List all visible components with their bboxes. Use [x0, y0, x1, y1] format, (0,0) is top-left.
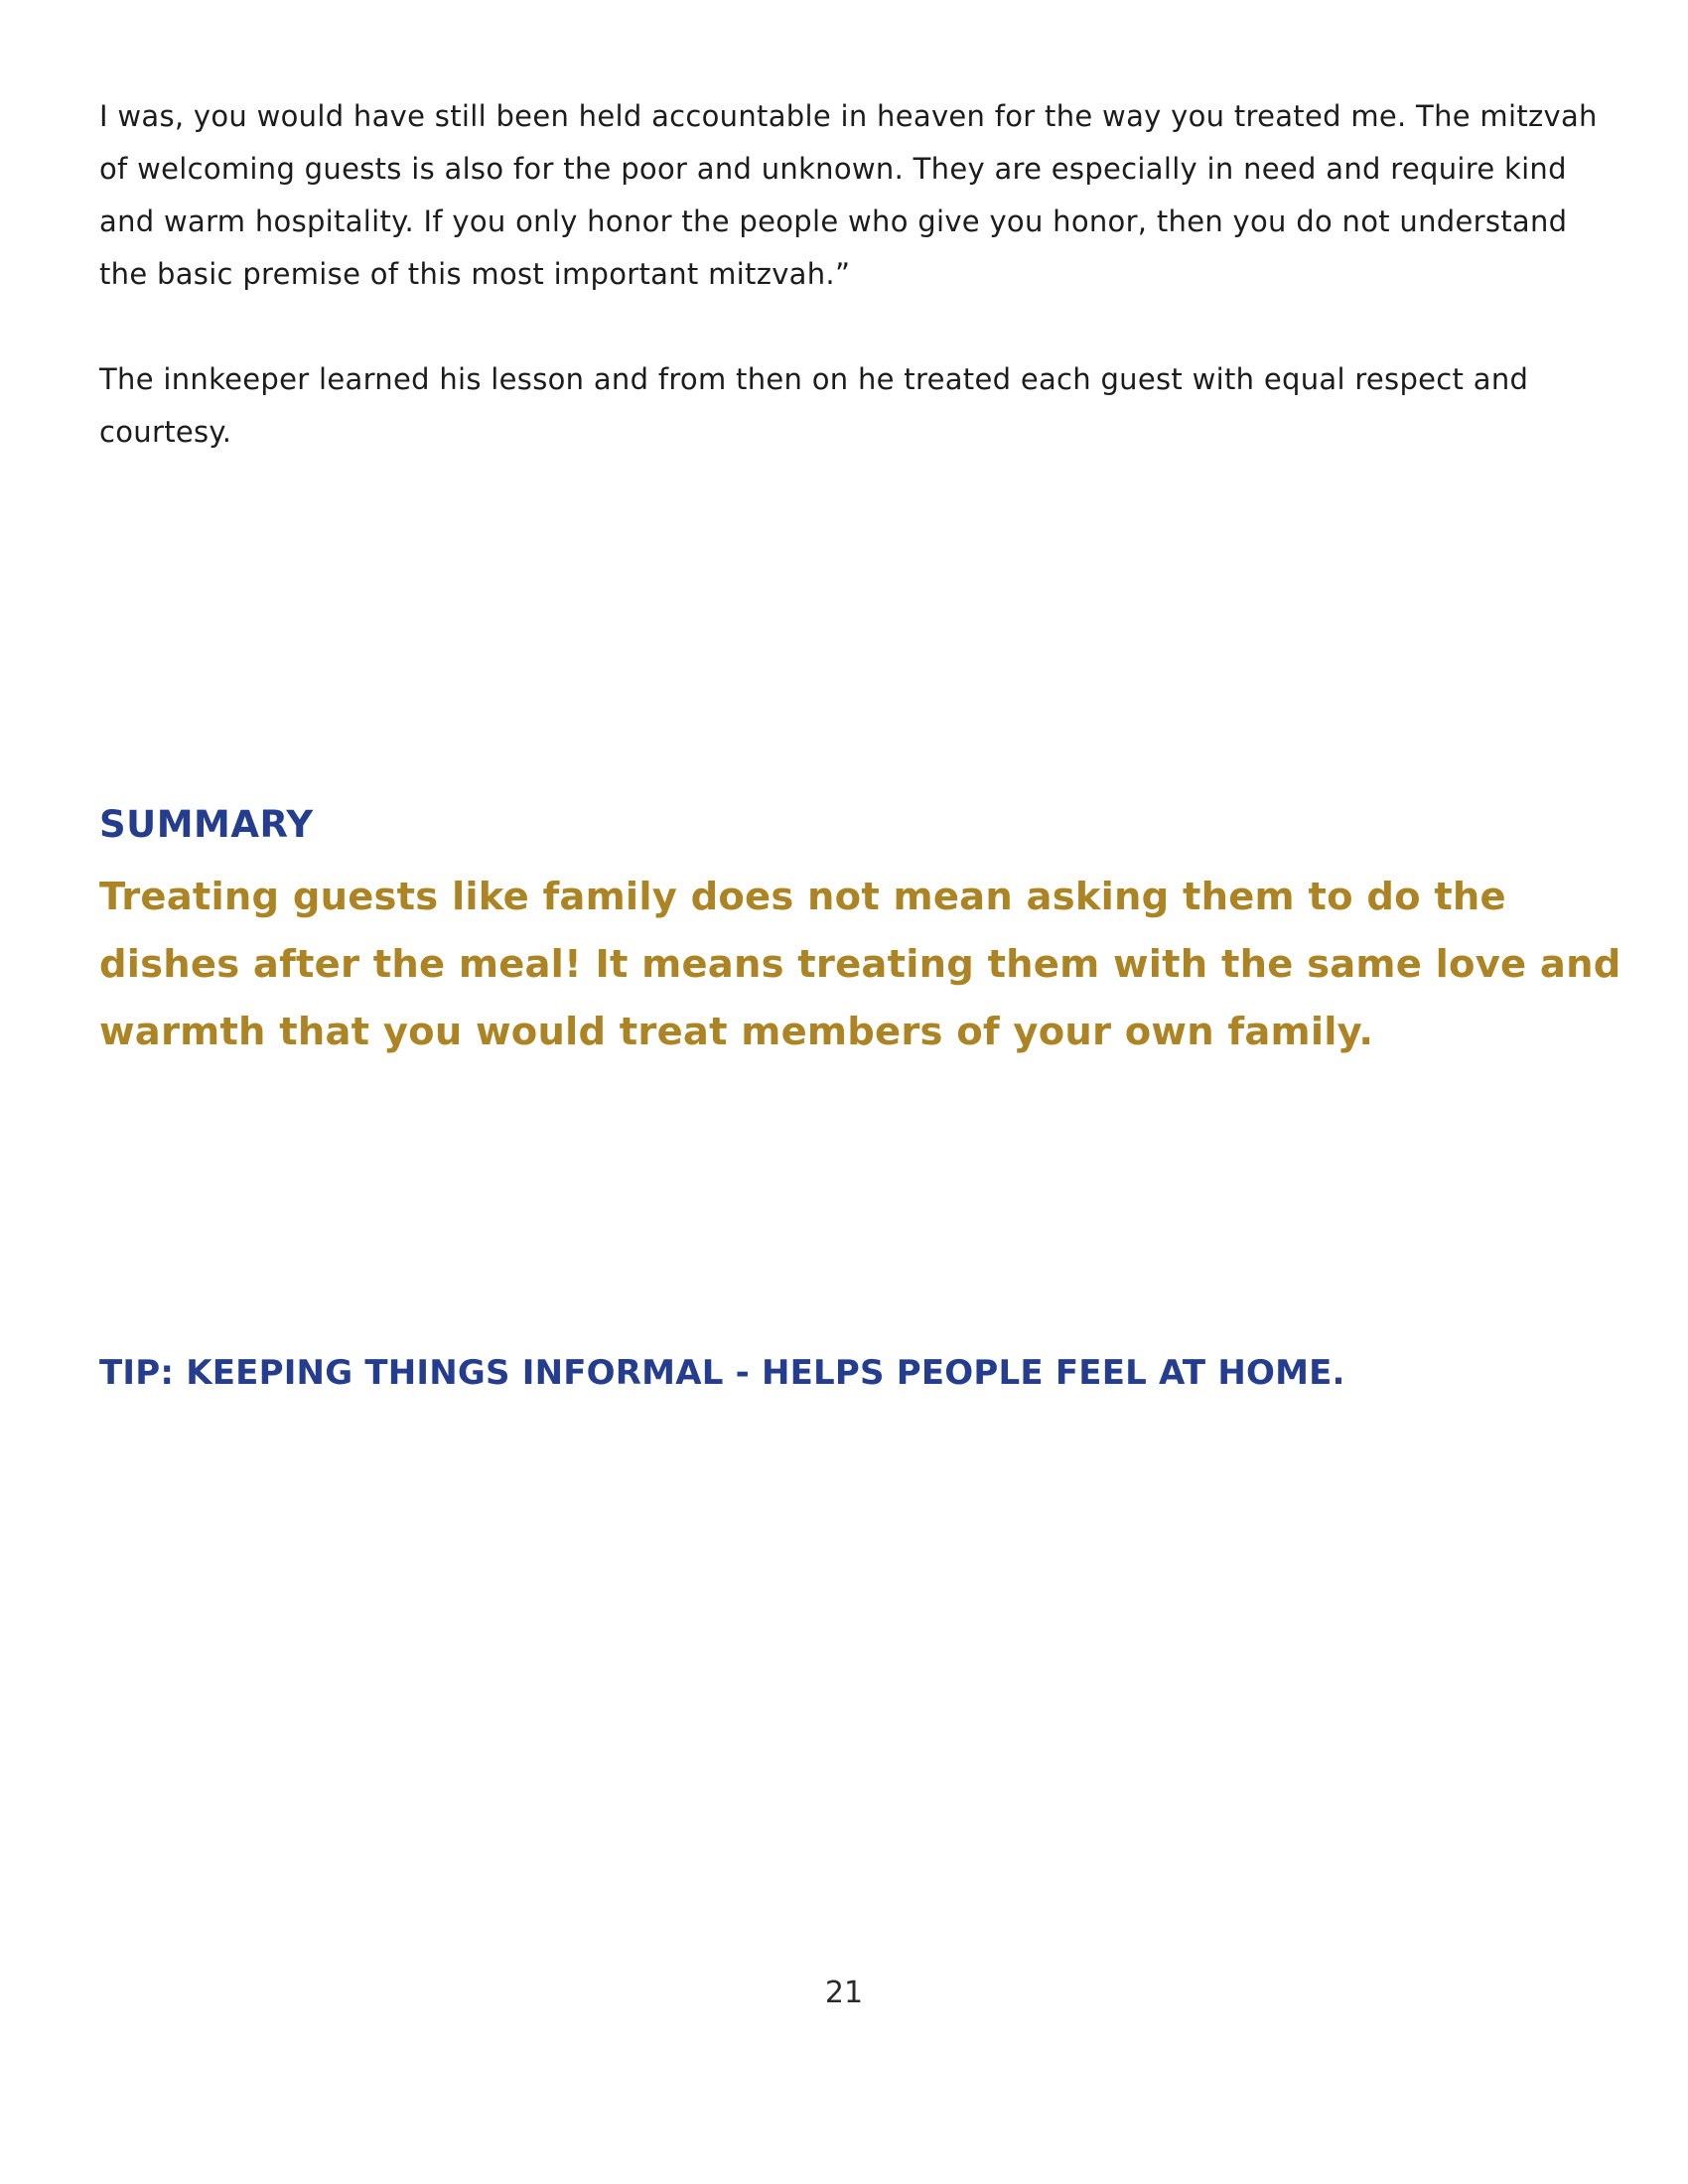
summary-text: Treating guests like family does not mean asking them to do the dishes after the meal! It means treating them with the same love and warmth that you would treat members of your own family.: [99, 875, 1621, 1054]
summary-heading: SUMMARY: [99, 803, 314, 846]
tip-text: TIP: KEEPING THINGS INFORMAL - HELPS PEOPLE FEEL AT HOME.: [99, 1353, 1345, 1393]
body-paragraph: The innkeeper learned his lesson and from then on he treated each guest with equal respect and courtesy.: [99, 362, 1529, 449]
page-number: 21: [824, 1976, 864, 2010]
body-paragraph: I was, you would have still been held accountable in heaven for the way you treated me. The mitzvah of welcoming guests is also for the poor and unknown. They are especially in need and require kind and warm hospitality. If you only honor the people who give you honor, then you do not understand the basic premise of this most important mitzvah.”: [99, 99, 1598, 291]
